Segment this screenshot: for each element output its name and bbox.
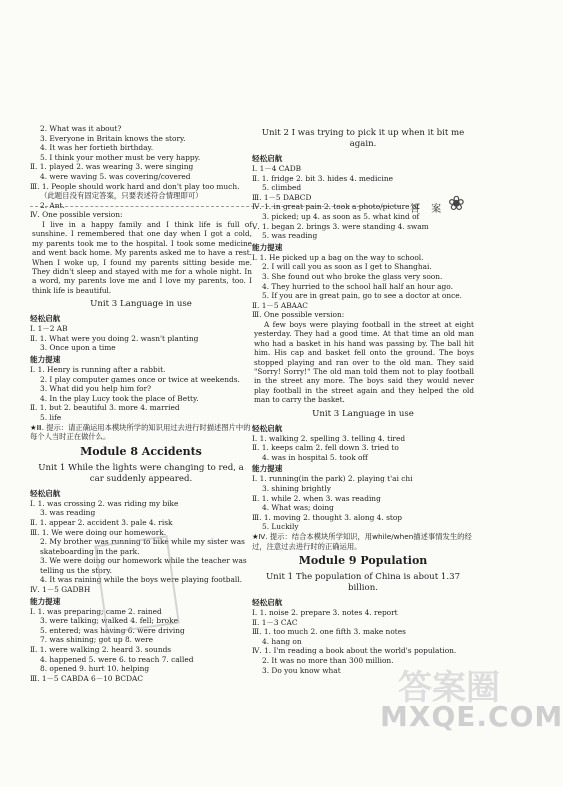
answer-line: 3. picked; up 4. as soon as 5. what kind of [262, 211, 420, 221]
answer-line: 4. In the play Lucy took the place of Betty. [40, 393, 199, 403]
hint-note: ★Ⅲ. 提示：请正确运用本模块所学的知识用过去进行时描述图片中的每个人当时正在做什么。 [30, 422, 251, 442]
section-heading: 能力提速 [252, 242, 283, 252]
answer-line: 4. was in hospital 5. took off [262, 452, 368, 462]
answer-line: Ⅱ. 1. played 2. was wearing 3. were singing [30, 162, 194, 172]
answer-line: 4. hang on [262, 636, 302, 646]
answer-line: Ⅰ. 1. running(in the park) 2. playing t'ai chi [252, 474, 413, 484]
answer-line: 2. My brother was running to bike while my sister was skateboarding in the park. [40, 537, 245, 556]
answer-line: Ⅲ. 1. too much 2. one fifth 3. make notes [252, 627, 406, 637]
answer-line: Ⅰ. 1. was crossing 2. was riding my bike [30, 498, 179, 508]
answer-line: Ⅱ. 1. appear 2. accident 3. pale 4. risk [30, 517, 173, 527]
answer-line: Ⅳ. 1－5 GADBH [30, 585, 91, 595]
section-heading: 能力提速 [252, 464, 283, 474]
answer-line: 2. I play computer games once or twice at weekends. [40, 374, 240, 384]
watermark-text: MXQE.COM [380, 700, 563, 733]
answer-line: 2. It was no more than 300 million. [262, 656, 394, 666]
answer-line: Ⅲ. 1－5 DABCD [252, 192, 312, 202]
answer-line: 3. were talking; walked 4. fell; broke [40, 616, 178, 626]
answer-line: Ⅳ. 1. in great pain 2. took a photo/picture of [252, 202, 420, 212]
answer-line: 2. What was it about? [40, 124, 122, 133]
unit-title: Unit 2 I was trying to pick it up when it bit me again. [261, 128, 465, 149]
answer-line: 5. was reading [262, 231, 318, 241]
answer-line: Ⅴ. 1. began 2. brings 3. were standing 4. swam [252, 221, 429, 231]
answer-line: 3. shining brightly [262, 483, 331, 493]
answer-line: 4. What was; doing [262, 503, 334, 513]
answer-line: Ⅱ. 1. keeps calm 2. fell down 3. tried to [252, 443, 399, 453]
answer-line: Ⅰ. 1－2 AB [30, 324, 68, 334]
answer-line: 5. entered; was having 6. were driving [40, 625, 185, 635]
essay-paragraph: A few boys were playing football in the street at eight yesterday. They had a good time. At that time an old man who had a basket in his hand was passing by. The ball hit him. His cap and basket fell onto the ground. The boys stopped playing and ran over to the old man. They said "Sorry! Sorry!" The old man told them not to play football in the street any more. The boys said they would never play football in the street again and they helped the old man to carry the basket. [254, 319, 474, 405]
section-heading: 轻松启航 [30, 488, 61, 498]
answer-line: Ⅲ. 1. moving 2. thought 3. along 4. stop [252, 512, 403, 522]
answer-line: Ⅲ. 1. People should work hard and don't play too much. [30, 181, 240, 191]
watermark-logo: 答案圈 [398, 668, 500, 708]
hint-note: ★Ⅳ. 提示：结合本模块所学知识，用while/when描述事情发生的经过，注意过去进行时的正确运用。 [252, 531, 472, 551]
section-heading: 轻松启航 [252, 154, 283, 163]
answer-line: 2. I will call you as soon as I get to Shanghai. [262, 262, 432, 272]
answer-line: 8. opened 9. hurt 10. helping [40, 664, 150, 674]
answer-line: Ⅱ. 1－5 ABAAC [252, 300, 308, 310]
header-title: 答 案 [410, 204, 446, 215]
answer-line: Ⅰ. 1. Henry is running after a rabbit. [30, 364, 166, 374]
answer-line: Ⅳ. One possible version: [30, 210, 123, 220]
answer-line: Ⅲ. 1－5 CABDA 6－10 BCDAC [30, 673, 143, 683]
answer-line: 5. life [40, 412, 62, 422]
answer-line: Ⅳ. 1. I'm reading a book about the world's population. [252, 646, 457, 656]
answer-line: Ⅱ. 1－3 CAC [252, 617, 298, 627]
section-heading: 轻松启航 [252, 423, 283, 433]
answer-line: 4. happened 5. were 6. to reach 7. called [40, 654, 194, 664]
answer-line: 3. was reading [40, 508, 96, 518]
answer-line: Ⅰ. 1. He picked up a bag on the way to school. [252, 252, 424, 262]
unit-title: Unit 3 Language in use [90, 299, 192, 310]
stamp-mark [94, 535, 180, 633]
essay-paragraph: I live in a happy family and I think life is full of sunshine. I remembered that one day when I got a cold, my parents took me to the hospital. I took some medicine and went back home. My parents asked me to have a rest. When I woke up, I found my parents sitting beside me. They didn't sleep and stayed with me for a whole night. In a word, my parents love me and I love my parents, too. I think life is beautiful. [32, 219, 252, 295]
answer-line: 3. She found out who broke the glass very soon. [262, 271, 443, 281]
answer-line: Ⅰ. 1－4 CADB [252, 164, 302, 173]
answer-line: Ⅰ. 1. was preparing; came 2. rained [30, 606, 162, 616]
answer-line: Ⅱ. 1. fridge 2. bit 3. hides 4. medicine [252, 173, 394, 183]
answer-line: 4. They hurried to the school hall half an hour ago. [262, 281, 453, 291]
answer-line: 5. I think your mother must be very happy. [40, 152, 201, 162]
answer-line: 5. Luckily [262, 522, 299, 532]
answer-line: 3. Do you know what [262, 665, 341, 675]
answer-line: Ⅱ. 1. were walking 2. heard 3. sounds [30, 645, 172, 655]
section-heading: 能力提速 [30, 596, 61, 606]
answer-line: 2. Ant. [40, 200, 65, 210]
flower-icon: ❀ [448, 191, 465, 215]
answer-line: 4. were waving 5. was covering/covered [40, 171, 191, 181]
section-heading: 轻松启航 [30, 314, 61, 324]
answer-line: 3. What did you help him for? [40, 384, 152, 394]
unit-title: Unit 1 The population of China is about 1.37 billion. [265, 572, 461, 594]
answer-line: Ⅲ. 1. We were doing our homework. [30, 527, 167, 537]
right-column [252, 124, 474, 675]
answer-line: 5. If you are in great pain, go to see a doctor at once. [262, 291, 462, 301]
answer-line: Ⅱ. 1. What were you doing 2. wasn't planting [30, 333, 199, 343]
answer-line: 4. It was raining while the boys were playing football. [40, 575, 242, 585]
answer-line: Ⅰ. 1. walking 2. spelling 3. telling 4. tired [252, 433, 406, 443]
answer-line: Ⅱ. 1. but 2. beautiful 3. more 4. married [30, 403, 180, 413]
answer-line: Ⅰ. 1. noise 2. prepare 3. notes 4. report [252, 608, 398, 618]
answer-line: （此题目没有固定答案，只要表述符合情理即可） [40, 191, 203, 201]
answer-line: Ⅱ. 1. while 2. when 3. was reading [252, 493, 381, 503]
answer-line: 3. Once upon a time [40, 343, 116, 353]
answer-line: 5. climbed [262, 183, 302, 193]
unit-title: Unit 3 Language in use [312, 408, 414, 419]
module-title: Module 8 Accidents [80, 444, 202, 458]
answer-line: 7. was shining; got up 8. were [40, 635, 153, 645]
answer-line: Ⅲ. One possible version: [252, 310, 345, 320]
unit-title: Unit 1 While the lights were changing to red, a car suddenly appeared. [38, 462, 244, 484]
section-heading: 能力提速 [30, 354, 61, 364]
answer-line: 4. It was her fortieth birthday. [40, 143, 154, 153]
module-title: Module 9 Population [298, 554, 428, 568]
answer-line: 3. We were doing our homework while the teacher was telling us the story. [40, 556, 247, 575]
answer-line: 3. Everyone in Britain knows the story. [40, 133, 186, 143]
section-heading: 轻松启航 [252, 598, 283, 608]
